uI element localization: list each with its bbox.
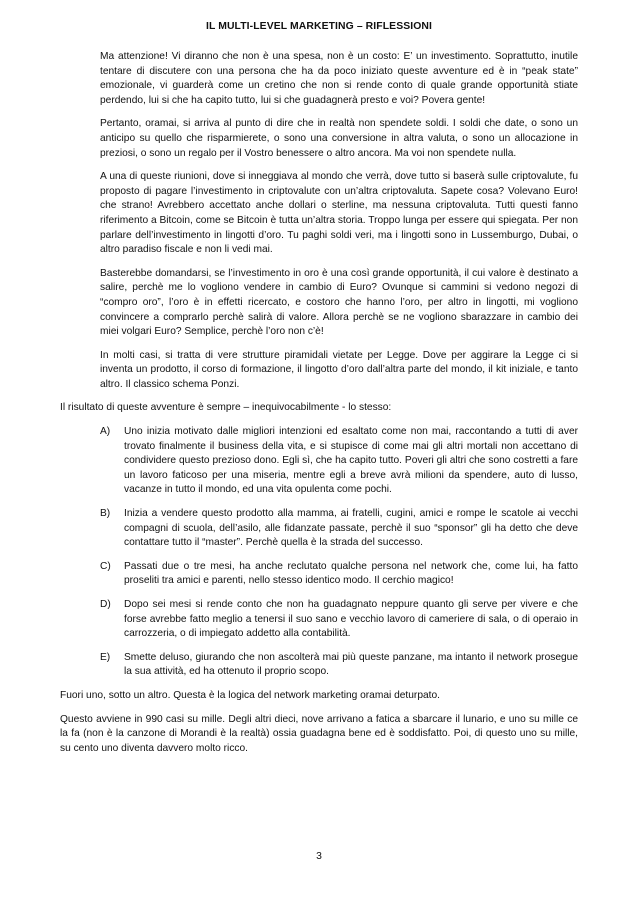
paragraph: In molti casi, si tratta di vere strutture piramidali vietate per Legge. Dove per aggirare la Legge ci si inventa un prodotto, il corso di formazione, il lingotto d’oro dall’altra parte del mondo, il kit iniziale, e tanto altro. Il classico schema Ponzi. [100, 349, 578, 390]
list-item [60, 507, 578, 551]
list-item [60, 425, 578, 498]
closing-paragraph: Fuori uno, sotto un altro. Questa è la logica del network marketing oramai deturpato. [60, 689, 440, 701]
list-item-text: Inizia a vendere questo prodotto alla mamma, ai fratelli, cugini, amici e rompe le scatole ai vecchi compagni di scuola, dell’asilo, alle fidanzate passate, perchè il suo “sponsor” gli ha detto che deve contattare tutto il “master”. Perchè quella è la strada del successo. [124, 508, 578, 549]
list-marker: C) [100, 560, 111, 572]
list-item-text: Dopo sei mesi si rende conto che non ha guadagnato neppure quanto gli serve per vivere e che forse avrebbe fatto meglio a tenersi il suo sano e vecchio lavoro di cameriere di sala, o di operaio in carrozzeria, o di impiegato addetto alla contabilità. [124, 599, 578, 640]
list-item-text: Smette deluso, giurando che non ascolterà mai più queste panzane, ma intanto il network prosegue la sua attività, ed ha ottenuto il proprio scopo. [124, 651, 578, 678]
list-item [60, 560, 578, 589]
list-marker: B) [100, 508, 111, 520]
lettered-list [60, 425, 578, 680]
list-item-text: Uno inizia motivato dalle migliori intenzioni ed esaltato come non mai, raccontando a tutti di aver trovato finalmente il business della vita, e si stupisce di come mai gli altri mortali non accettano di condividere questo prezioso dono. Egli sì, che ha capito tutto. Poveri gli altri che sono costretti a fare un lavoro faticoso per una miseria, mentre egli a breve avrà milioni da spendere, auto di lusso, vacanze in tutto il mondo, ed una vita opulenta come pochi. [124, 426, 578, 496]
paragraph: A una di queste riunioni, dove si inneggiava al mondo che verrà, dove tutto si baserà sulle criptovalute, fu proposto di pagare l’investimento in criptovalute con un’altra criptovaluta. Sapete cosa? Volevano Euro! che strano! Avrebbero accettato anche dollari o sterline, ma nessuna criptovaluta. Tutti questi fanno riferimento a Bitcoin, come se Bitcoin è tutta un’altra storia. Troppo lunga per essere qui spiegata. Per non parlare dell’investimento in lingotti d’oro. Tu paghi soldi veri, ma i lingotti sono in Lussemburgo, Dubai, o altro paradiso fiscale e non li vedi mai. [100, 171, 578, 256]
page-number: 3 [316, 851, 322, 862]
paragraph: Basterebbe domandarsi, se l’investimento in oro è una così grande opportunità, il cui valore è destinato a salire, perchè me lo vogliono vendere in cambio di Euro? Ovunque si cammini si vedono negozi di “compro oro”, l’oro è in effetti ricercato, e costoro che hanno l’oro, per altro in lingotti, mi vogliono convincere a comprarlo perchè salirà di valore. Allora perchè se ne vogliono sbarazzare in cambio dei miei volgari Euro? Semplice, perchè l’oro non c’è! [100, 267, 578, 338]
list-marker: D) [100, 599, 111, 610]
page-title: IL MULTI-LEVEL MARKETING – RIFLESSIONI [205, 21, 433, 32]
closing-paragraph: Questo avviene in 990 casi su mille. Degli altri dieci, nove arrivano a fatica a sbarcare il lunario, e uno su mille ce la fa (non è la canzone di Morandi è la realtà) ossia guadagna bene ed è soddisfatto. Poi, di questo uno su mille, su cento uno diventa davvero molto ricco. [60, 713, 578, 754]
list-marker: A) [100, 426, 111, 438]
list-item [60, 651, 578, 680]
list-item-text: Passati due o tre mesi, ha anche reclutato qualche persona nel network che, come lui, ha fatto proseliti tra amici e parenti, nello stesso identico modo. Il cerchio magico! [124, 560, 578, 587]
list-intro: Il risultato di queste avventure è sempre – inequivocabilmente - lo stesso: [60, 402, 392, 414]
document-body [60, 50, 578, 765]
list-marker: E) [100, 651, 111, 663]
paragraph: Ma attenzione! Vi diranno che non è una spesa, non è un costo: E’ un investimento. Soprattutto, inutile tentare di discutere con una persona che ha da poco iniziato queste avventure ed è in “peak state” emozionale, vi guarderà come un cretino che non si rende conto di quale grande opportunità stiate perdendo, lui si che ha capito tutto, lui si che guadagnerà presto e voi? Povera gente! [100, 51, 578, 106]
paragraph: Pertanto, oramai, si arriva al punto di dire che in realtà non spendete soldi. I soldi che date, o sono un anticipo su quello che risparmierete, o sono una conversione in altra valuta, o sono un allocazione in preziosi, o sono un regalo per il Vostro benessere o altro ancora. Ma voi non spendete nulla. [100, 118, 578, 159]
list-item [60, 598, 578, 642]
